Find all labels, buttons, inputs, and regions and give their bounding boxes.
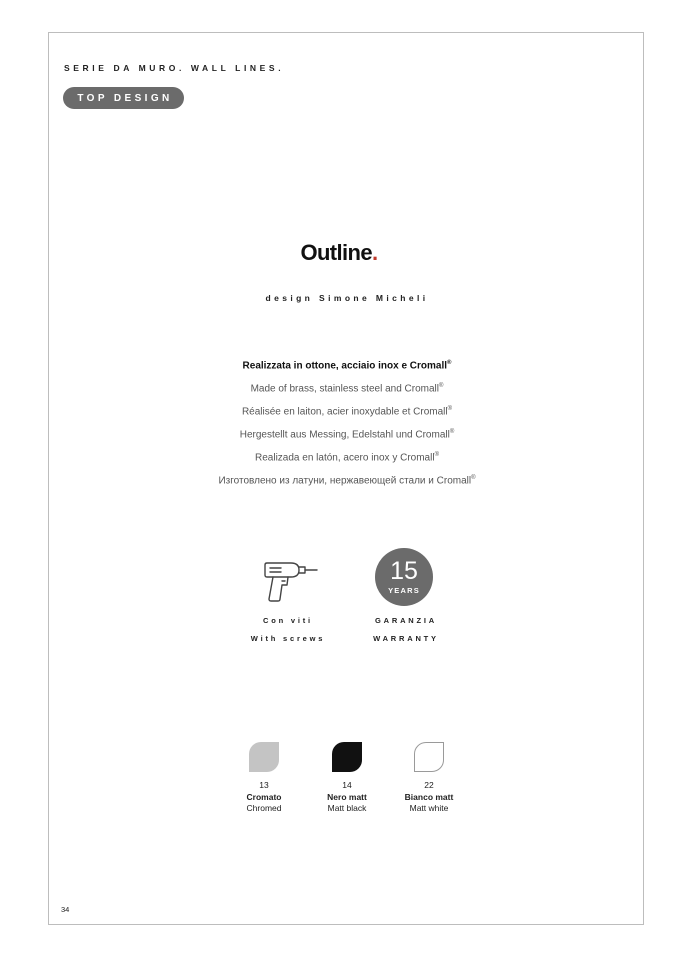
finish-subname: Matt white: [409, 803, 449, 813]
finish-item-chromed: [224, 780, 304, 815]
material-line-it: Realizzata in ottone, acciaio inox e Cromall®: [242, 360, 452, 372]
top-design-badge: [63, 87, 184, 109]
finish-code: 22: [424, 780, 434, 790]
finish-subname: Matt black: [327, 803, 367, 813]
finish-swatch-chromed: [249, 742, 279, 772]
material-line-en: Made of brass, stainless steel and Cromall®: [250, 383, 444, 395]
material-line-fr: Réalisée en laiton, acier inoxydable et Cromall®: [241, 406, 453, 418]
finish-name: Bianco matt: [404, 791, 454, 802]
material-line-es: Realizada en latón, acero inox y Cromall®: [255, 452, 439, 464]
drill-icon: [261, 557, 319, 605]
finish-code: 13: [259, 780, 269, 790]
warranty-years-number: 15: [390, 557, 418, 585]
finish-name: Cromato: [246, 791, 282, 802]
top-design-label: TOP DESIGN: [77, 92, 173, 104]
material-line-de: Hergestellt aus Messing, Edelstahl und Cromall®: [239, 429, 455, 441]
screws-caption-en: With screws: [250, 634, 326, 643]
product-name: Outline: [300, 240, 373, 265]
product-name-dot: .: [372, 240, 378, 265]
page-number: 34: [61, 905, 70, 914]
finish-subname: Chromed: [246, 803, 282, 813]
warranty-caption-en: WARRANTY: [373, 634, 439, 643]
warranty-badge: [375, 548, 433, 606]
finish-item-matt-white: [389, 780, 469, 815]
finish-name: Nero matt: [327, 791, 367, 802]
finish-item-matt-black: [307, 780, 387, 815]
materials-list: [0, 356, 678, 494]
series-heading: SERIE DA MURO. WALL LINES.: [64, 63, 285, 73]
product-title: [0, 240, 678, 266]
warranty-years-label: YEARS: [388, 586, 420, 595]
finish-swatch-matt-black: [332, 742, 362, 772]
designer-credit: design Simone Micheli: [265, 293, 429, 303]
finish-swatch-matt-white: [414, 742, 444, 772]
warranty-caption-it: GARANZIA: [375, 616, 437, 625]
finish-code: 14: [342, 780, 352, 790]
material-line-ru: Изготовлено из латуни, нержавеющей стали и Cromall®: [218, 475, 476, 487]
screws-caption-it: Con viti: [263, 616, 313, 625]
